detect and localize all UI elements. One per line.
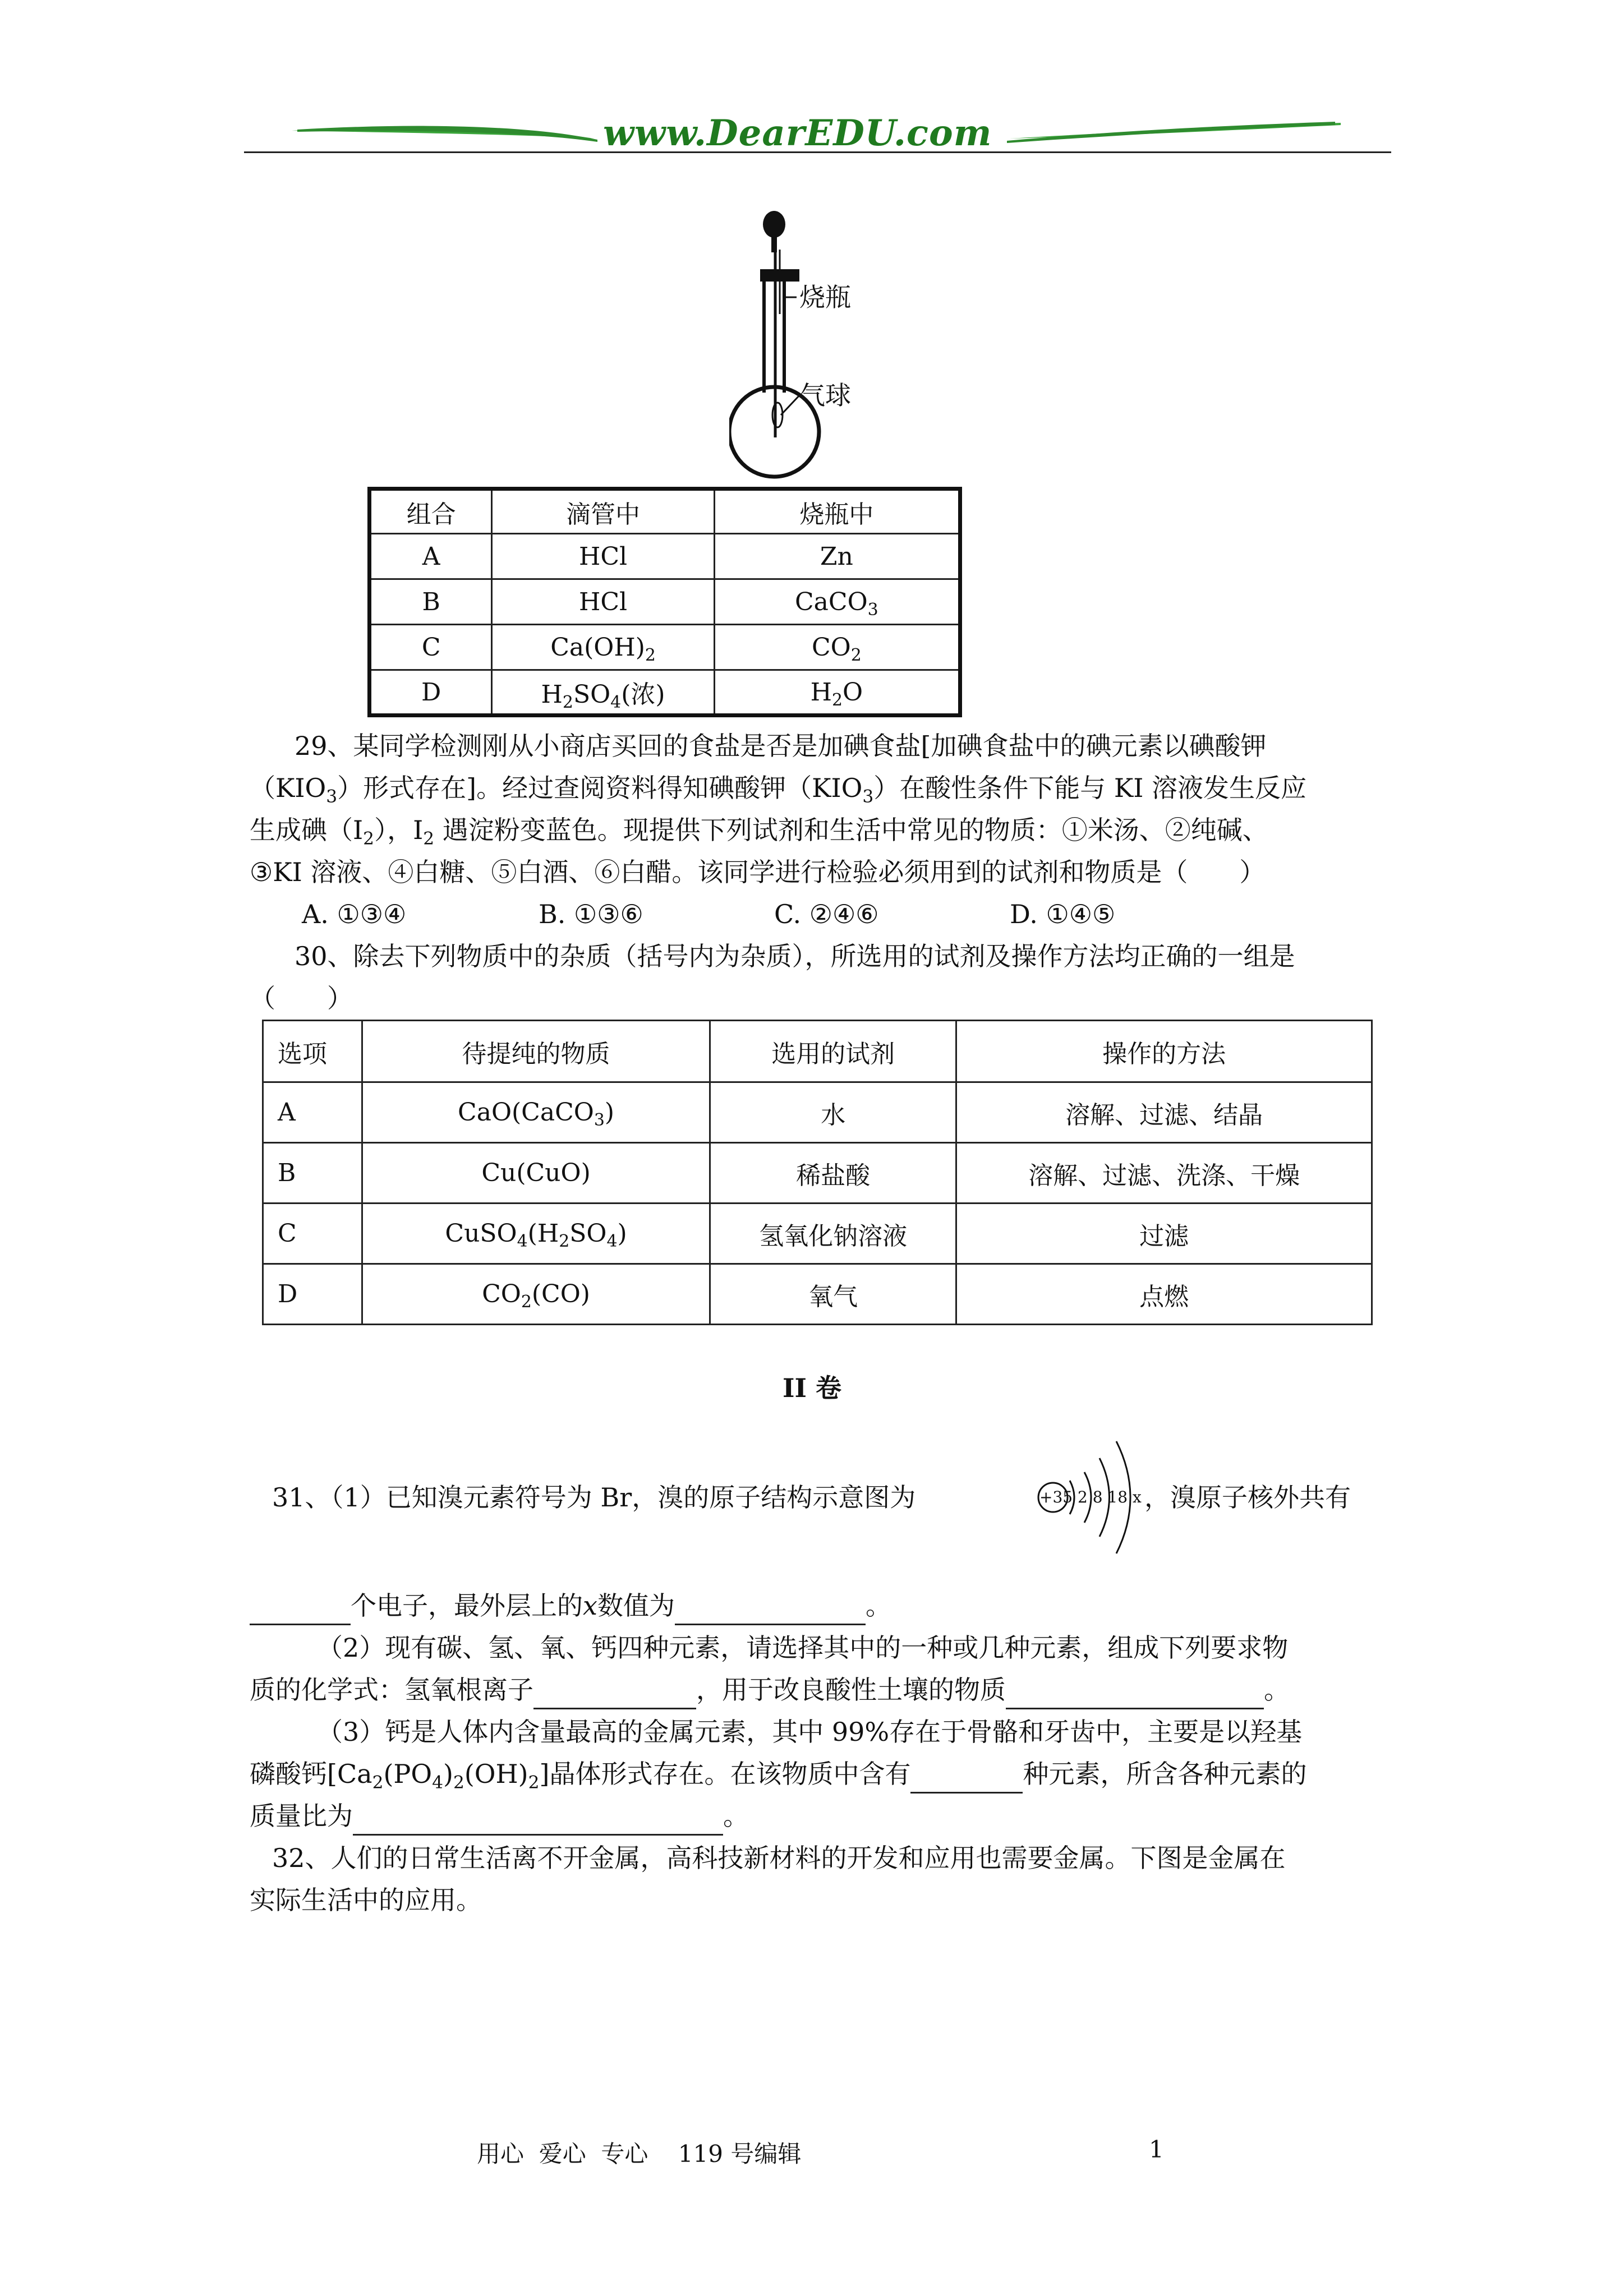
bromine-atom-diagram	[1035, 1427, 1153, 1567]
atom-diagram-text: +35 2 8 18 x	[1039, 1488, 1142, 1506]
q29-line1: 29、某同学检测刚从小商店买回的食盐是否是加碘食盐[加碘食盐中的碘元素以碘酸钾	[295, 731, 1267, 761]
table-header: 待提纯的物质	[362, 1021, 710, 1082]
blank-electron-count[interactable]	[250, 1597, 351, 1625]
q30-line1: 30、除去下列物质中的杂质（括号内为杂质），所选用的试剂及操作方法均正确的一组是	[295, 941, 1295, 971]
table-header: 烧瓶中	[714, 489, 960, 534]
q31-p2-line1: （2）现有碳、氢、氧、钙四种元素，请选择其中的一种或几种元素，组成下列要求物	[317, 1633, 1289, 1663]
table-cell: CaO(CaCO$_3$)	[362, 1082, 710, 1143]
table-cell: D	[263, 1264, 362, 1325]
q29-option-d: D. ①④⑤	[1010, 899, 1116, 929]
table-cell: C	[263, 1204, 362, 1264]
table-header: 选用的试剂	[710, 1021, 956, 1082]
q29-line2: $(KIO_3)$形式存在]。经过查阅资料得知碘酸钾$(KIO_3)$在酸性条件下能与 KI 溶液发生反应	[250, 773, 1307, 807]
footer-motto: 用心 爱心 专心 119 号编辑	[477, 2140, 802, 2168]
q29-line4: ③KI 溶液、④白糖、⑤白酒、⑥白醋。该同学进行检验必须用到的试剂和物质是（ ）	[250, 857, 1266, 887]
table-row	[263, 1264, 1372, 1325]
table-cell: B	[370, 579, 492, 625]
q29-line3: 生成碘$(I_2)$，$I_2$ 遇淀粉变蓝色。现提供下列试剂和生活中常见的物质：①米汤、②纯碱、	[250, 815, 1268, 849]
table-cell: Cu(CuO)	[362, 1143, 710, 1204]
q32-line2: 实际生活中的应用。	[250, 1885, 482, 1915]
table-cell: $H_2SO_4$(浓)	[492, 670, 714, 716]
table-header: 操作的方法	[956, 1021, 1372, 1082]
q31-line1-b: ，溴原子核外共有	[1144, 1482, 1351, 1513]
table-cell: 氧气	[710, 1264, 956, 1325]
blank-element-count[interactable]	[910, 1765, 1023, 1794]
q31-p3-line1: （3）钙是人体内含量最高的金属元素，其中 99%存在于骨骼和牙齿中，主要是以羟基	[317, 1717, 1303, 1747]
q29-option-a: A. ①③④	[302, 899, 407, 929]
q30-line2: （ ）	[250, 983, 353, 1013]
blank-mass-ratio[interactable]	[353, 1807, 723, 1836]
q29-option-c: C. ②④⑥	[774, 899, 879, 929]
table-cell: A	[263, 1082, 362, 1143]
q29-option-b: B. ①③⑥	[539, 899, 643, 929]
table-cell: 溶解、过滤、洗涤、干燥	[956, 1143, 1372, 1204]
table-cell: $CO_2(CO)$	[362, 1264, 710, 1325]
blank-soil-substance[interactable]	[1006, 1681, 1264, 1709]
table-header: 组合	[370, 489, 492, 534]
table-cell: HCl	[492, 534, 714, 579]
apparatus-figure	[729, 202, 931, 482]
table-cell: $H_2O$	[714, 670, 960, 716]
table-header: 选项	[263, 1021, 362, 1082]
header-divider	[244, 151, 1391, 153]
flask-balloon-apparatus-icon	[729, 202, 931, 482]
table-cell: 过滤	[956, 1204, 1372, 1264]
table-cell: $Ca(OH)_2$	[492, 625, 714, 670]
table-cell: A	[370, 534, 492, 579]
q31-p3-line2: 磷酸钙$[Ca_2(PO_4)_2(OH)_2]$晶体形式存在。在该物质中含有 种元素，所含各种元素的	[250, 1759, 1307, 1793]
blank-x-value[interactable]	[675, 1597, 866, 1625]
table-row	[370, 579, 960, 625]
table-purification	[262, 1020, 1373, 1325]
table-combinations	[367, 487, 962, 717]
table-cell: 稀盐酸	[710, 1143, 956, 1204]
table-cell: $CuSO_4(H_2SO_4)$	[362, 1204, 710, 1264]
table-cell: 溶解、过滤、结晶	[956, 1082, 1372, 1143]
q31-p3-line3: 质量比为 。	[250, 1796, 749, 1836]
label-balloon: 气球	[799, 380, 851, 411]
table-cell: Zn	[714, 534, 960, 579]
table-row	[370, 534, 960, 579]
table-cell: HCl	[492, 579, 714, 625]
q31-p2-line2: 质的化学式：氢氧根离子 ，用于改良酸性土壤的物质 。	[250, 1670, 1290, 1709]
table-cell: CaCO$_3$	[714, 579, 960, 625]
table-row	[263, 1204, 1372, 1264]
table-cell: C	[370, 625, 492, 670]
table-cell: 水	[710, 1082, 956, 1143]
section-title: II 卷	[783, 1373, 842, 1403]
table-row	[370, 670, 960, 716]
blank-hydroxide-ion[interactable]	[533, 1681, 696, 1709]
table-cell: 氢氧化钠溶液	[710, 1204, 956, 1264]
table-cell: 点燃	[956, 1264, 1372, 1325]
table-row	[370, 625, 960, 670]
table-header: 滴管中	[492, 489, 714, 534]
q31-line1-a: 31、（1）已知溴元素符号为 Br，溴的原子结构示意图为	[272, 1482, 916, 1513]
table-row	[263, 1082, 1372, 1143]
q32-line1: 32、人们的日常生活离不开金属，高科技新材料的开发和应用也需要金属。下图是金属在	[272, 1843, 1286, 1873]
table-row	[263, 1143, 1372, 1204]
label-flask: 烧瓶	[799, 282, 851, 312]
q31-line2: 个电子，最外层上的x数值为 。	[250, 1586, 891, 1625]
table-cell: D	[370, 670, 492, 716]
site-name: www.DearEDU.com	[603, 112, 992, 154]
page-number: 1	[1149, 2136, 1164, 2163]
table-cell: $CO_2$	[714, 625, 960, 670]
table-cell: B	[263, 1143, 362, 1204]
